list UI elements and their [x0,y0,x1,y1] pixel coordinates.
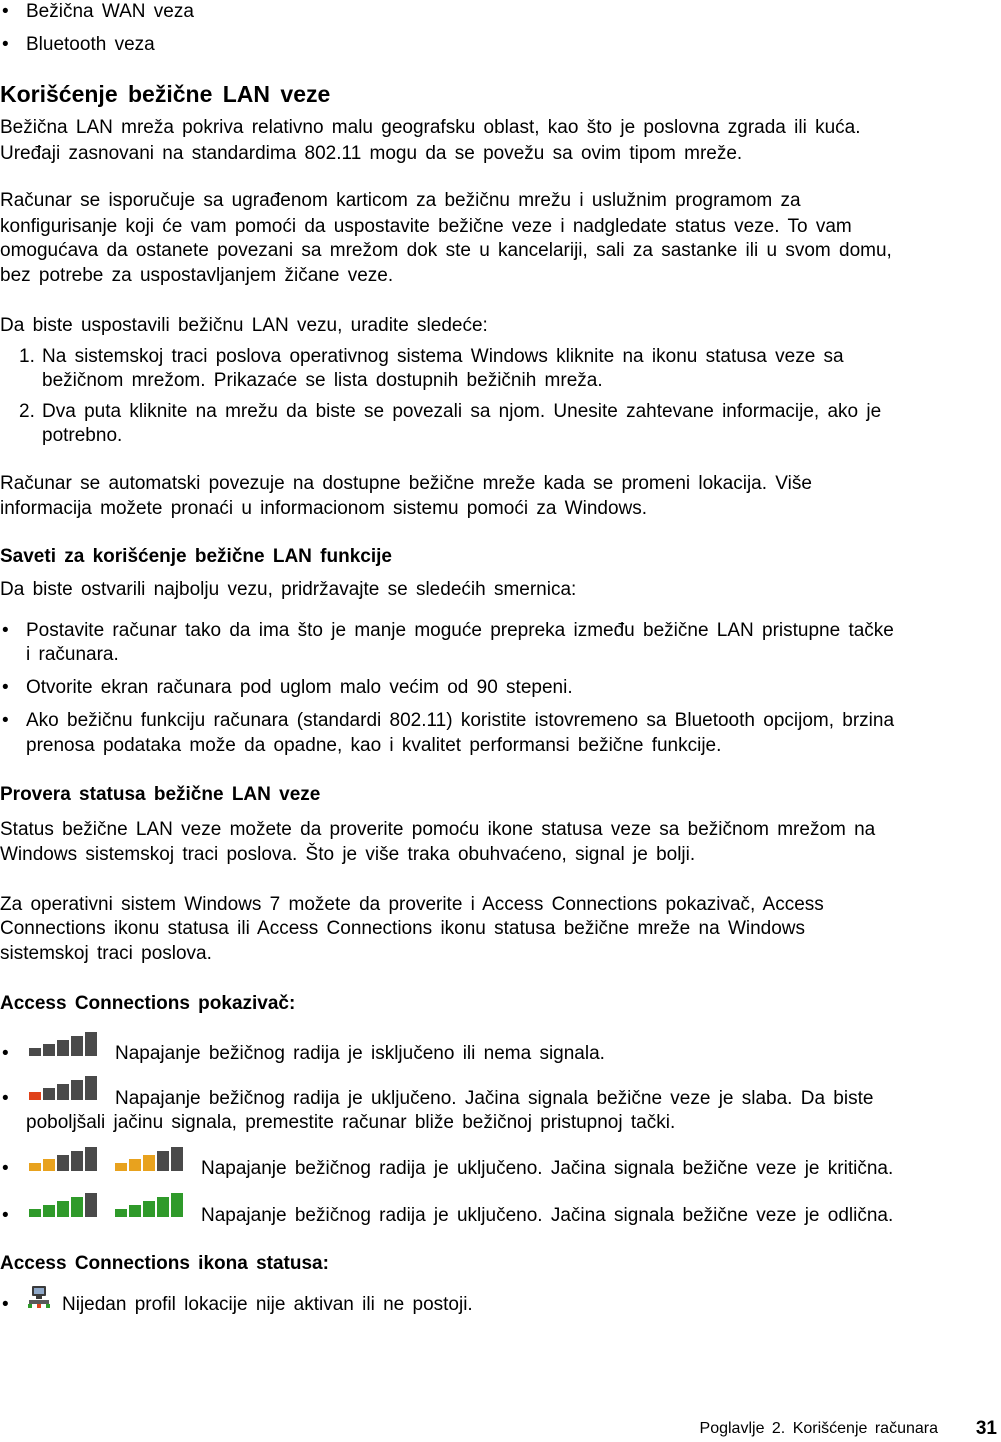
paragraph-line: bez potrebe za uspostavljanjem žičane veze. [0,265,394,286]
list-item: Bežična WAN veza [26,1,194,22]
list-item: i računara. [26,644,119,665]
signal-bar [43,1205,55,1217]
signal-bar [57,1084,69,1100]
list-item: Nijedan profil lokacije nije aktivan ili ne postoji. [62,1294,473,1315]
signal-bar [43,1044,55,1056]
list-item: prenosa podataka može da opadne, kao i kvalitet performansi bežične funkcije. [26,735,722,756]
signal-bar [85,1147,97,1171]
signal-bar [57,1155,69,1171]
signal-bar [171,1193,183,1217]
step-line: potrebno. [42,425,123,446]
signal-bar [115,1209,127,1217]
signal-bar [29,1209,41,1217]
signal-bar [85,1193,97,1217]
signal-bar [143,1155,155,1171]
list-item: Napajanje bežičnog radija je uključeno. Jačina signala bežične veze je kritična. [201,1158,894,1179]
paragraph-line: Da biste uspostavili bežičnu LAN vezu, uradite sledeće: [0,315,488,336]
no-profile-icon [27,1285,51,1309]
paragraph-line: konfigurisanje koji će vam pomoći da uspostavite bežične veze i nadgledate status veze. To vam [0,216,852,237]
signal-strength-icon [29,1147,99,1171]
signal-bar [85,1076,97,1100]
paragraph-line: informacija možete pronaći u informacionom sistemu pomoći za Windows. [0,498,648,519]
list-item: Ako bežičnu funkciju računara (standardi 802.11) koristite istovremeno sa Bluetooth opcijom, brzina [26,710,895,731]
step-number: 2. [19,401,35,422]
step-line: Na sistemskoj traci poslova operativnog sistema Windows kliknite na ikonu statusa veze sa [42,346,844,367]
paragraph-line: Status bežične LAN veze možete da proverite pomoću ikone statusa veze sa bežičnom mrežom na [0,819,876,840]
signal-bar [57,1201,69,1217]
bullet: • [2,1205,9,1226]
signal-bar [29,1163,41,1171]
signal-bar [157,1197,169,1217]
bullet: • [2,677,9,698]
step-number: 1. [19,346,35,367]
signal-strength-icon [115,1193,185,1217]
list-item: Napajanje bežičnog radija je uključeno. Jačina signala bežične veze je odlična. [201,1205,894,1226]
subsection-heading: Provera statusa bežične LAN veze [0,784,321,805]
signal-bar [57,1040,69,1056]
signal-bar [29,1092,41,1100]
signal-strength-icon [115,1147,185,1171]
step-line: Dva puta kliknite na mrežu da biste se povezali sa njom. Unesite zahtevane informacije, ako je [42,401,882,422]
paragraph-line: Za operativni sistem Windows 7 možete da proverite i Access Connections pokazivač, Access [0,894,824,915]
signal-bar [157,1151,169,1171]
signal-strength-icon [29,1193,99,1217]
signal-bar [43,1088,55,1100]
paragraph-line: Connections ikonu statusa ili Access Connections ikonu statusa bežične mreže na Windows [0,918,806,939]
subsection-heading: Saveti za korišćenje bežične LAN funkcije [0,546,392,567]
signal-bar [115,1163,127,1171]
section-heading: Korišćenje bežične LAN veze [0,81,331,107]
subsection-heading: Access Connections pokazivač: [0,993,296,1014]
list-item: Bluetooth veza [26,34,155,55]
signal-bar [71,1036,83,1056]
bullet: • [2,34,9,55]
chapter-label: Poglavlje 2. Korišćenje računara [699,1420,938,1437]
list-item: Napajanje bežičnog radija je uključeno. Jačina signala bežične veze je slaba. Da biste [115,1088,874,1109]
paragraph-line: Da biste ostvarili najbolju vezu, pridržavajte se sledećih smernica: [0,579,577,600]
list-item: Otvorite ekran računara pod uglom malo većim od 90 stepeni. [26,677,573,698]
bullet: • [2,1043,9,1064]
paragraph-line: Windows sistemskoj traci poslova. Što je više traka obuhvaćeno, signal je bolji. [0,844,696,865]
step-line: bežičnom mrežom. Prikazaće se lista dostupnih bežičnih mreža. [42,370,603,391]
bullet: • [2,1,9,22]
bullet: • [2,620,9,641]
signal-bar [129,1159,141,1171]
paragraph-line: sistemskoj traci poslova. [0,943,212,964]
signal-bar [129,1205,141,1217]
page-number: 31 [975,1418,997,1439]
bullet: • [2,1294,9,1315]
paragraph-line: Uređaji zasnovani na standardima 802.11 mogu da se povežu sa ovim tipom mreže. [0,143,743,164]
bullet: • [2,1088,9,1109]
signal-bar [71,1080,83,1100]
paragraph-line: omogućava da ostanete povezani sa mrežom dok ste u kancelariji, sali za sastanke ili u svom domu, [0,240,892,261]
list-item: Napajanje bežičnog radija je isključeno ili nema signala. [115,1043,605,1064]
paragraph-line: Bežična LAN mreža pokriva relativno malu geografsku oblast, kao što je poslovna zgrada ili kuća. [0,117,861,138]
paragraph-line: Računar se automatski povezuje na dostupne bežične mreže kada se promeni lokacija. Više [0,473,812,494]
signal-bar [71,1151,83,1171]
signal-strength-icon [29,1076,99,1100]
signal-bar [171,1147,183,1171]
subsection-heading: Access Connections ikona statusa: [0,1253,329,1274]
signal-bar [71,1197,83,1217]
signal-bar [85,1032,97,1056]
bullet: • [2,1158,9,1179]
paragraph-line: Računar se isporučuje sa ugrađenom karticom za bežičnu mrežu i uslužnim programom za [0,190,801,211]
bullet: • [2,710,9,731]
signal-strength-icon [29,1032,99,1056]
list-item: Postavite računar tako da ima što je manje moguće prepreka između bežične LAN pristupne tačke [26,620,894,641]
signal-bar [43,1159,55,1171]
signal-bar [29,1048,41,1056]
signal-bar [143,1201,155,1217]
list-item: poboljšali jačinu signala, premestite računar bliže bežičnoj pristupnoj tački. [26,1112,676,1133]
